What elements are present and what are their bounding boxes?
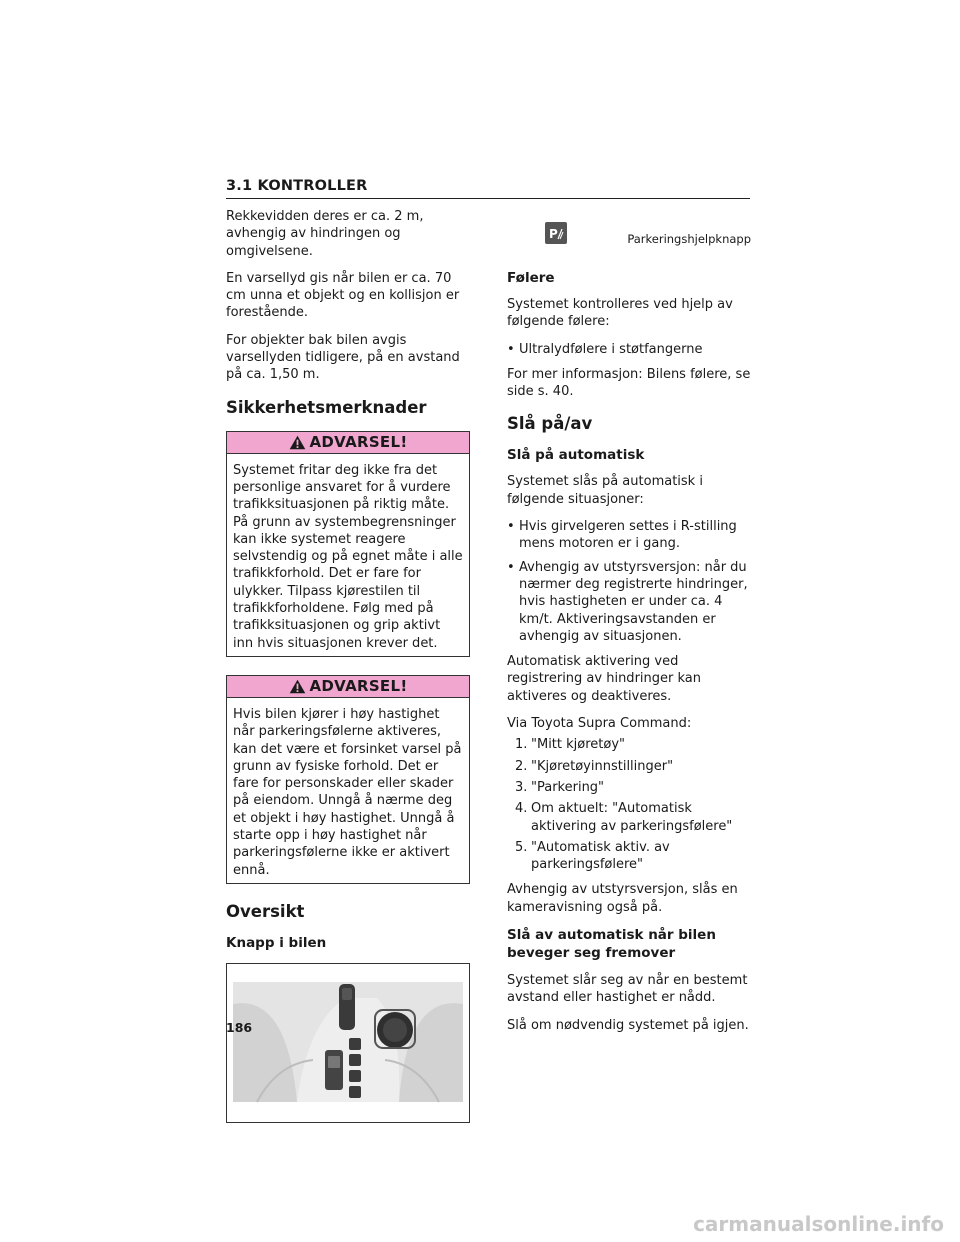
watermark: carmanualsonline.info — [693, 1212, 944, 1236]
auto-activation-text: Automatisk aktivering ved registrering av hindringer kan aktiveres og deaktiveres. — [507, 654, 701, 704]
heading-button-in-car: Knapp i bilen — [226, 934, 327, 951]
more-info-text: For mer informasjon: Bilens følere, se side s. 40. — [507, 366, 751, 400]
paragraph-range: Rekkevidden deres er ca. 2 m, avhengig av hindringen og omgivelsene. — [226, 209, 424, 259]
via-command-text: Via Toyota Supra Command: — [507, 716, 692, 732]
right-column — [507, 208, 751, 1044]
warning-box-2 — [226, 675, 470, 884]
heading-safety-notes: Sikkerhetsmerknader — [226, 397, 427, 417]
sensors-list — [507, 341, 751, 358]
heading-auto-on: Slå på automatisk — [507, 447, 645, 464]
paragraph-rear-objects: For objekter bak bilen avgis varsellyden tidligere, på en avstand på ca. 1,50 m. — [226, 332, 460, 383]
step-text: "Mitt kjøretøy" — [531, 737, 626, 753]
step-item — [507, 758, 751, 775]
warning-header-2 — [227, 676, 469, 698]
paragraph-warning-distance: En varsellyd gis når bilen er ca. 70 cm unna et objekt og en kollisjon er forestående. — [226, 270, 460, 321]
step-number: 3. — [515, 779, 528, 795]
parking-button-row — [545, 220, 751, 246]
list-item: • Hvis girvelgeren settes i R-stilling mens motoren er i gang. — [507, 518, 751, 553]
list-item: • Ultralydfølere i støtfangerne — [507, 341, 751, 358]
step-number: 1. — [515, 737, 528, 753]
svg-text:P: P — [549, 227, 558, 241]
auto-on-list — [507, 518, 751, 645]
center-console-illustration — [227, 964, 469, 1120]
warning-triangle-icon — [289, 679, 306, 694]
heading-overview: Oversikt — [226, 901, 305, 921]
heading-auto-off: Slå av automatisk når bilen beveger seg fremover — [507, 927, 716, 962]
parking-assist-icon — [545, 222, 567, 244]
auto-on-text: Systemet slås på automatisk i følgende situasjoner: — [507, 474, 703, 507]
auto-off-text: Systemet slår seg av når en bestemt avstand eller hastighet er nådd. — [507, 973, 748, 1006]
step-text: "Automatisk aktiv. av parkeringsfølere" — [531, 839, 670, 873]
step-item — [507, 800, 751, 835]
warning-text-2: Hvis bilen kjører i høy hastighet når parkeringsfølerne aktiveres, kan det være et forsinket varsel på grunn av fysiske forhold. Det er fare for personskader eller skader på eiendom. Unngå å nærme deg et objekt i høy hastighet. Unngå å starte opp i høy hastighet når parkeringsfølerne ikke er aktivert ennå. — [233, 706, 462, 878]
heading-sensors: Følere — [507, 270, 555, 286]
step-number: 2. — [515, 758, 528, 774]
page-number: 186 — [226, 1020, 253, 1035]
step-item — [507, 779, 751, 796]
console-photo — [226, 963, 470, 1123]
step-number: 5. — [515, 839, 528, 855]
list-item: • Avhengig av utstyrsversjon: når du nærmer deg registrerte hindringer, hvis hastigheten er under ca. 4 km/t. Aktiveringsavstanden er avhengig av situasjonen. — [507, 559, 751, 645]
warning-title-1: ADVARSEL! — [309, 433, 408, 452]
steps-list — [507, 736, 751, 873]
warning-header-1 — [227, 432, 469, 454]
step-text: Om aktuelt: "Automatisk aktivering av parkeringsfølere" — [531, 801, 733, 834]
step-item — [507, 736, 751, 753]
restart-text: Slå om nødvendig systemet på igjen. — [507, 1017, 749, 1033]
step-item — [507, 839, 751, 874]
step-text: "Kjøretøyinnstillinger" — [531, 758, 674, 774]
parking-button-caption: Parkeringshjelpknapp — [627, 232, 751, 246]
warning-title-2: ADVARSEL! — [309, 677, 408, 696]
left-column — [226, 208, 470, 1123]
camera-view-text: Avhengig av utstyrsversjon, slås en kameravisning også på. — [507, 882, 738, 915]
step-number: 4. — [515, 801, 528, 817]
warning-box-1 — [226, 431, 470, 657]
step-text: "Parkering" — [531, 779, 605, 795]
warning-triangle-icon — [289, 435, 306, 450]
warning-text-1: Systemet fritar deg ikke fra det personlige ansvaret for å vurdere trafikksituasjonen på riktig måte. På grunn av systembegrensninger kan ikke systemet reagere selvstendig og på egnet måte i alle trafikkforhold. Det er fare for ulykker. Tilpass kjørestilen til trafikkforholdene. Følg med på trafikksituasjonen og grip aktivt inn hvis situasjonen krever det. — [233, 462, 463, 651]
sensors-text: Systemet kontrolleres ved hjelp av følgende følere: — [507, 297, 733, 330]
heading-on-off: Slå på/av — [507, 414, 593, 434]
section-header: 3.1 KONTROLLER — [226, 178, 750, 199]
